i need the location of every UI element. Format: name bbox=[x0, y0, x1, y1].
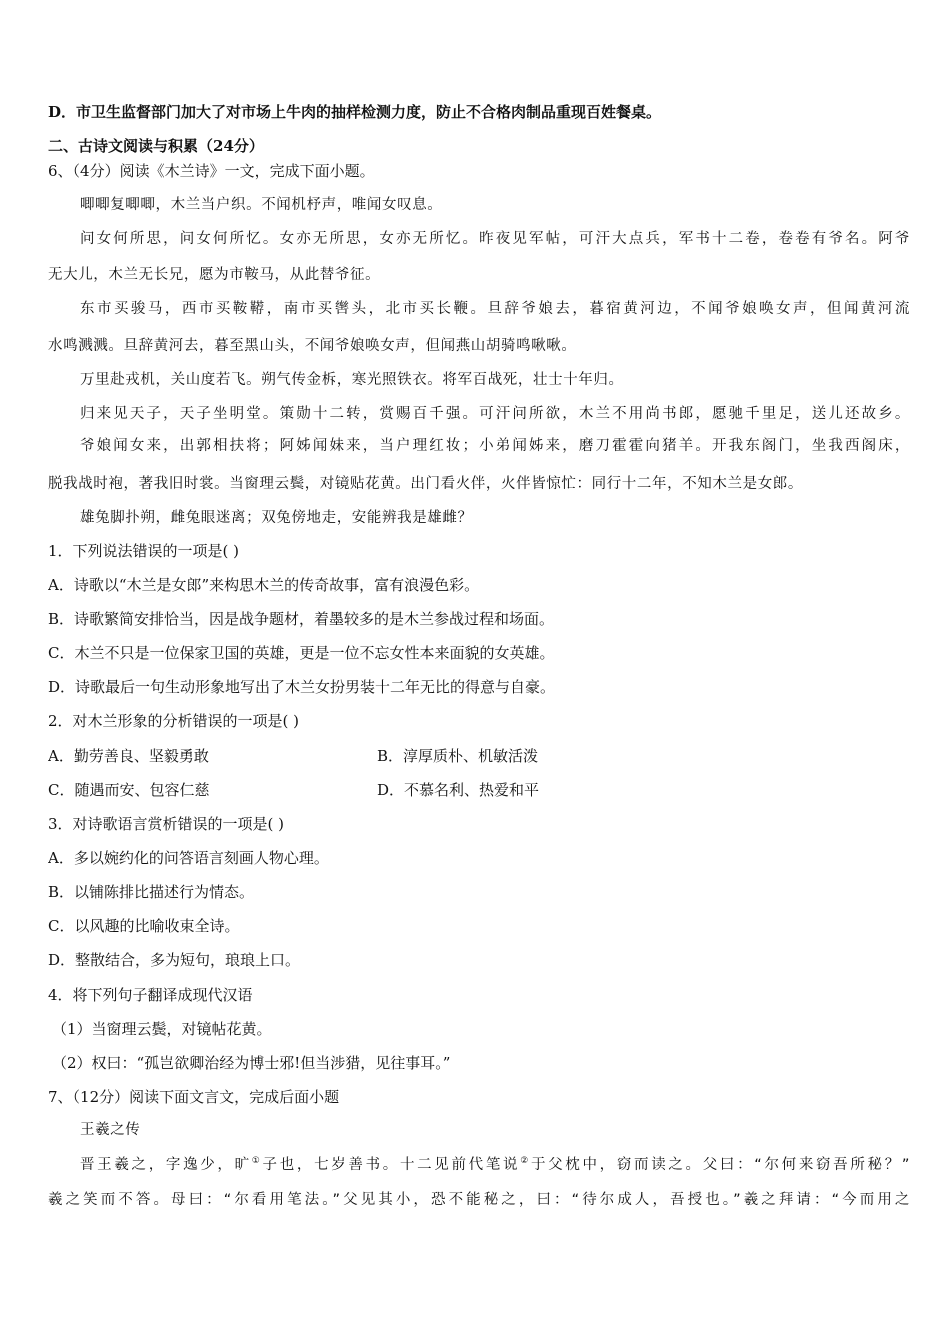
sub-question-3: 3．对诗歌语言赏析错误的一项是( ) bbox=[48, 815, 285, 833]
option-c: C．随遇而安、包容仁慈 bbox=[48, 781, 210, 799]
option-b: B．以铺陈排比描述行为情态。 bbox=[48, 883, 255, 901]
passage-text: 子也，七岁善书。十二见前代笔说 bbox=[262, 1157, 521, 1173]
passage-text: 于父枕中，窃而读之。父曰：“尔何来窃吾所秘？” bbox=[530, 1157, 910, 1173]
poem-line: 归来见天子，天子坐明堂。策勋十二转，赏赐百千强。可汗问所欲，木兰不用尚书郎，愿驰千里足，送儿还故乡。 bbox=[80, 406, 910, 422]
option-d: D．不慕名利、热爱和平 bbox=[377, 781, 540, 799]
passage-title: 王羲之传 bbox=[80, 1122, 141, 1138]
option-d: D．诗歌最后一句生动形象地写出了木兰女扮男装十二年无比的得意与自豪。 bbox=[48, 678, 556, 696]
option-c: C．木兰不只是一位保家卫国的英雄，更是一位不忘女性本来面貌的女英雄。 bbox=[48, 644, 555, 662]
question-6-intro: 6、（4分）阅读《木兰诗》一文，完成下面小题。 bbox=[48, 162, 375, 180]
option-text: 市卫生监督部门加大了对市场上牛肉的抽样检测力度，防止不合格肉制品重现百姓餐桌。 bbox=[76, 103, 662, 121]
poem-line: 东市买骏马，西市买鞍鞯，南市买辔头，北市买长鞭。旦辞爷娘去，暮宿黄河边，不闻爷娘唤女声，但闻黄河流 bbox=[80, 301, 910, 317]
option-d: D．整散结合，多为短句，琅琅上口。 bbox=[48, 951, 301, 969]
poem-line: 脱我战时袍，著我旧时裳。当窗理云鬓，对镜贴花黄。出门看火伴，火伴皆惊忙：同行十二年，不知木兰是女郎。 bbox=[48, 476, 803, 492]
section-heading: 二、古诗文阅读与积累（24分） bbox=[48, 137, 264, 155]
option-b: B．诗歌繁简安排恰当，因是战争题材，着墨较多的是木兰参战过程和场面。 bbox=[48, 610, 555, 628]
option-a: A．勤劳善良、坚毅勇敢 bbox=[48, 747, 209, 765]
translation-item: （1）当窗理云鬓，对镜帖花黄。 bbox=[52, 1020, 272, 1038]
poem-line: 爷娘闻女来，出郭相扶将；阿姊闻妹来，当户理红妆；小弟闻姊来，磨刀霍霍向猪羊。开我东阁门，坐我西阁床， bbox=[80, 438, 910, 454]
question-7-intro: 7、（12分）阅读下面文言文，完成后面小题 bbox=[48, 1088, 340, 1106]
option-a: A．多以婉约化的问答语言刻画人物心理。 bbox=[48, 849, 329, 867]
poem-line: 无大儿，木兰无长兄，愿为市鞍马，从此替爷征。 bbox=[48, 267, 381, 283]
option-label: D． bbox=[48, 103, 77, 121]
option-c: C．以风趣的比喻收束全诗。 bbox=[48, 917, 240, 935]
passage-text: 晋王羲之，字逸少，旷 bbox=[80, 1157, 252, 1173]
translation-item: （2）权曰：“孤岂欲卿治经为博士邪!但当涉猎，见往事耳。” bbox=[52, 1054, 451, 1072]
poem-line: 问女何所思，问女何所忆。女亦无所思，女亦无所忆。昨夜见军帖，可汗大点兵，军书十二卷，卷卷有爷名。阿爷 bbox=[80, 231, 910, 247]
poem-line: 水鸣溅溅。旦辞黄河去，暮至黑山头，不闻爷娘唤女声，但闻燕山胡骑鸣啾啾。 bbox=[48, 338, 577, 354]
option-b: B．淳厚质朴、机敏活泼 bbox=[377, 747, 539, 765]
passage-paragraph bbox=[80, 1155, 910, 1175]
footnote-marker: ② bbox=[520, 1156, 531, 1167]
option-a: A．诗歌以“木兰是女郎”来构思木兰的传奇故事，富有浪漫色彩。 bbox=[48, 576, 480, 594]
sub-question-2: 2．对木兰形象的分析错误的一项是( ) bbox=[48, 712, 300, 730]
poem-line: 雄兔脚扑朔，雌兔眼迷离；双兔傍地走，安能辨我是雄雌？ bbox=[80, 510, 473, 526]
option-d-top bbox=[48, 102, 910, 122]
poem-line: 唧唧复唧唧，木兰当户织。不闻机杼声，唯闻女叹息。 bbox=[80, 197, 443, 213]
sub-question-4: 4．将下列句子翻译成现代汉语 bbox=[48, 986, 253, 1004]
footnote-marker: ① bbox=[251, 1156, 263, 1167]
sub-question-1: 1．下列说法错误的一项是( ) bbox=[48, 542, 240, 560]
passage-paragraph: 羲之笑而不答。母曰：“尔看用笔法。”父见其小，恐不能秘之，曰：“待尔成人，吾授也。”羲之拜请：“今而用之 bbox=[48, 1192, 910, 1208]
poem-line: 万里赴戎机，关山度若飞。朔气传金柝，寒光照铁衣。将军百战死，壮士十年归。 bbox=[80, 372, 624, 388]
